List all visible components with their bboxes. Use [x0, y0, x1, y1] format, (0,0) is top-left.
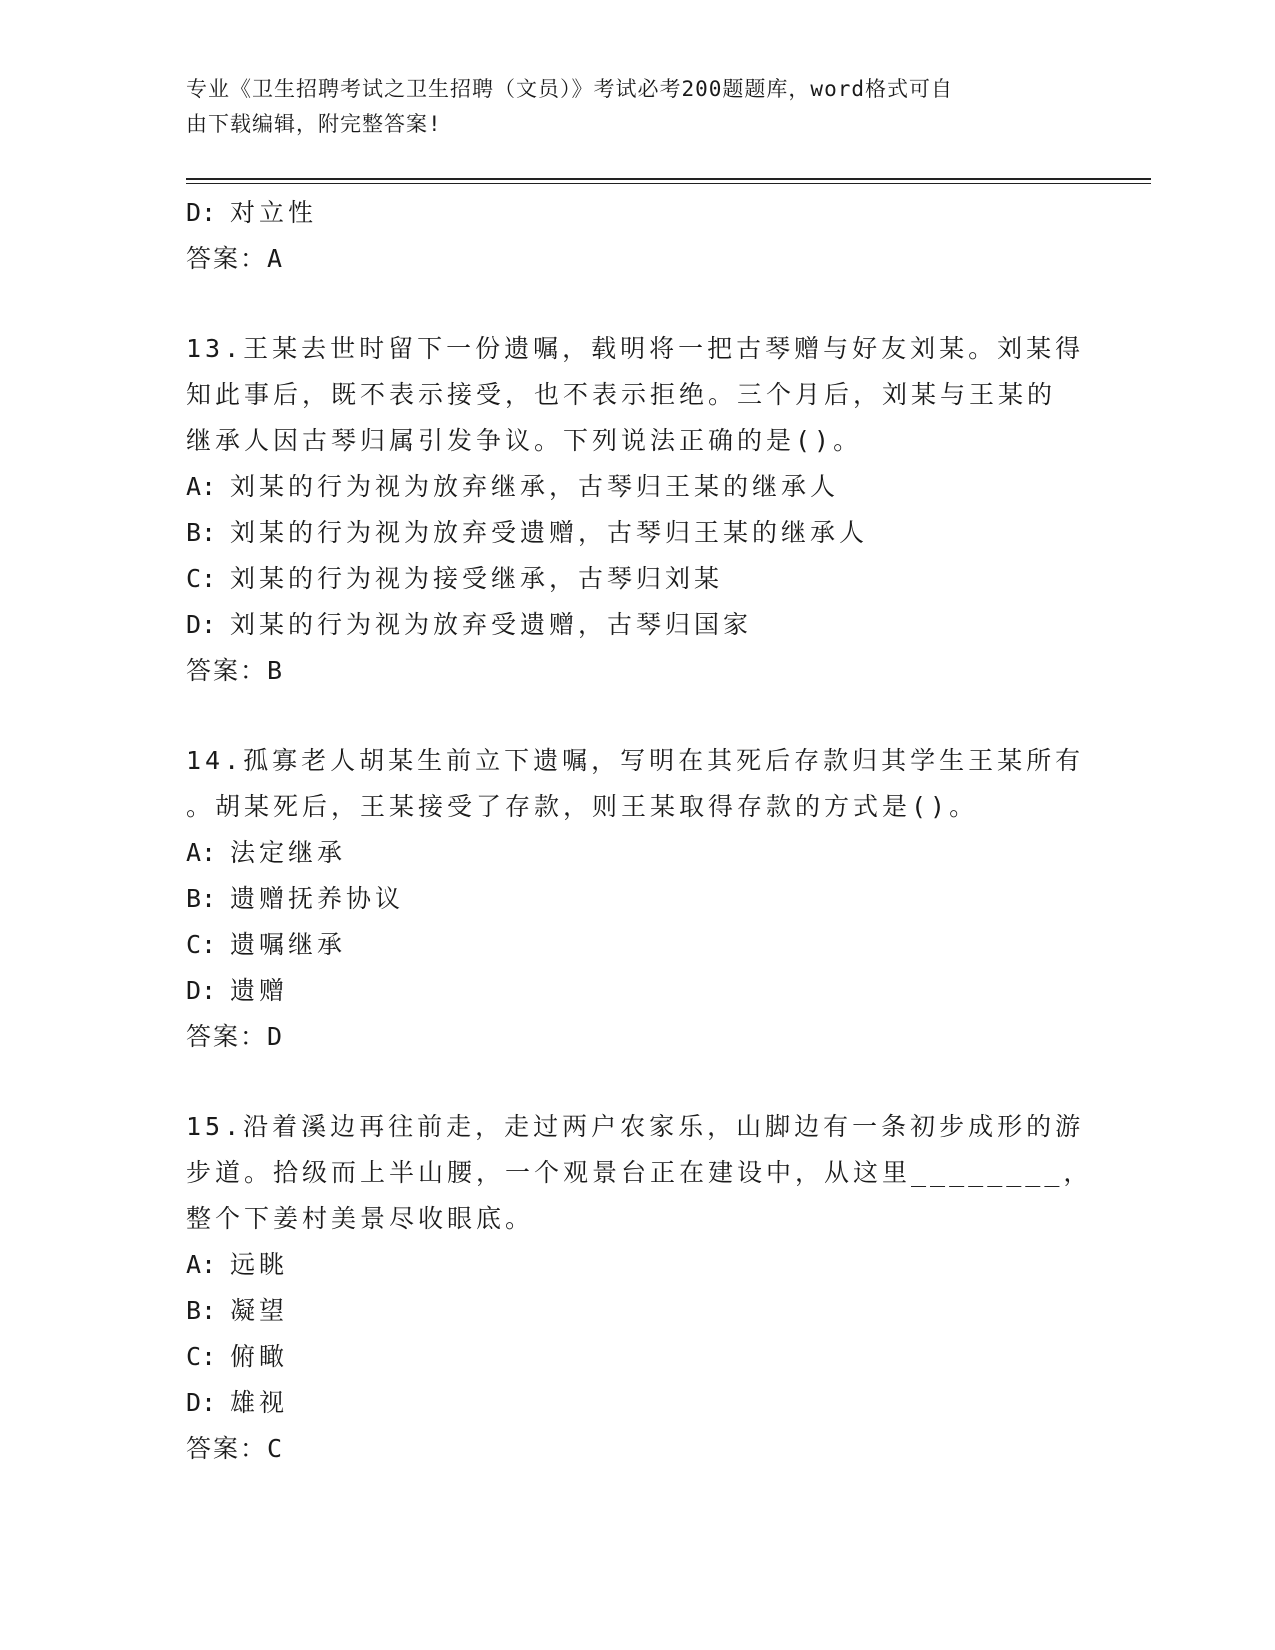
question-line: 。胡某死后，王某接受了存款，则王某取得存款的方式是()。	[186, 792, 979, 821]
spacer	[186, 1060, 1086, 1104]
question-text	[186, 1104, 1093, 1242]
question-15	[186, 1104, 1093, 1472]
option-text: 刘某的行为视为放弃继承，古琴归王某的继承人	[230, 472, 840, 501]
option-d	[186, 968, 1086, 1014]
option-label: C:	[186, 1342, 217, 1371]
option-text: 刘某的行为视为放弃受遗赠，古琴归王某的继承人	[230, 518, 869, 547]
question-14	[186, 738, 1086, 1060]
answer: 答案：C	[186, 1434, 285, 1463]
option-label: D:	[186, 1388, 217, 1417]
option-label: B:	[186, 1296, 217, 1325]
question-text	[186, 738, 1086, 830]
option-a	[186, 464, 1086, 510]
option-c	[186, 556, 1086, 602]
option-label: D:	[186, 198, 217, 227]
question-line: 14.孤寡老人胡某生前立下遗嘱，写明在其死后存款归其学生王某所有	[186, 746, 1085, 775]
option-c	[186, 1334, 1086, 1380]
question-line: 15.沿着溪边再往前走，走过两户农家乐，山脚边有一条初步成形的游	[186, 1112, 1085, 1141]
option-label: A:	[186, 1250, 217, 1279]
option-label: B:	[186, 884, 217, 913]
prev-option-d	[186, 190, 1086, 236]
option-c	[186, 922, 1086, 968]
spacer	[186, 694, 1086, 738]
option-text: 远眺	[230, 1250, 289, 1279]
option-label: C:	[186, 930, 217, 959]
spacer	[186, 282, 1086, 326]
option-label: A:	[186, 472, 217, 501]
option-text: 凝望	[230, 1296, 289, 1325]
header-rule-thin	[186, 183, 1151, 184]
header-line-2: 由下载编辑，附完整答案!	[186, 112, 442, 136]
answer: 答案：D	[186, 1022, 285, 1051]
option-label: B:	[186, 518, 217, 547]
answer: 答案：B	[186, 656, 285, 685]
option-text: 刘某的行为视为放弃受遗赠，古琴归国家	[230, 610, 753, 639]
option-label: D:	[186, 610, 217, 639]
option-text: 遗赠	[230, 976, 289, 1005]
option-d	[186, 602, 1086, 648]
option-a	[186, 830, 1086, 876]
question-line: 13.王某去世时留下一份遗嘱，载明将一把古琴赠与好友刘某。刘某得	[186, 334, 1085, 363]
option-label: C:	[186, 564, 217, 593]
option-d	[186, 1380, 1086, 1426]
option-text: 雄视	[230, 1388, 289, 1417]
option-text: 俯瞰	[230, 1342, 289, 1371]
option-text: 刘某的行为视为接受继承，古琴归刘某	[230, 564, 724, 593]
header-line-1: 专业《卫生招聘考试之卫生招聘（文员）》考试必考200题题库，word格式可自	[186, 77, 953, 101]
question-line: 整个下姜村美景尽收眼底。	[186, 1204, 535, 1233]
option-text: 法定继承	[230, 838, 347, 867]
question-line: 继承人因古琴归属引发争议。下列说法正确的是()。	[186, 426, 863, 455]
question-13	[186, 326, 1086, 694]
option-b	[186, 510, 1086, 556]
prev-answer: 答案：A	[186, 244, 285, 273]
option-b	[186, 876, 1086, 922]
question-text	[186, 326, 1086, 464]
question-line: 步道。拾级而上半山腰，一个观景台正在建设中，从这里________，	[186, 1158, 1093, 1187]
header-rule-thick	[186, 178, 1151, 180]
option-label: D:	[186, 976, 217, 1005]
option-text: 对立性	[230, 198, 318, 227]
page-header	[186, 72, 1066, 142]
question-line: 知此事后，既不表示接受，也不表示拒绝。三个月后，刘某与王某的	[186, 380, 1057, 409]
option-b	[186, 1288, 1086, 1334]
question-content	[186, 190, 1093, 1472]
option-text: 遗嘱继承	[230, 930, 347, 959]
option-a	[186, 1242, 1086, 1288]
option-label: A:	[186, 838, 217, 867]
option-text: 遗赠抚养协议	[230, 884, 405, 913]
